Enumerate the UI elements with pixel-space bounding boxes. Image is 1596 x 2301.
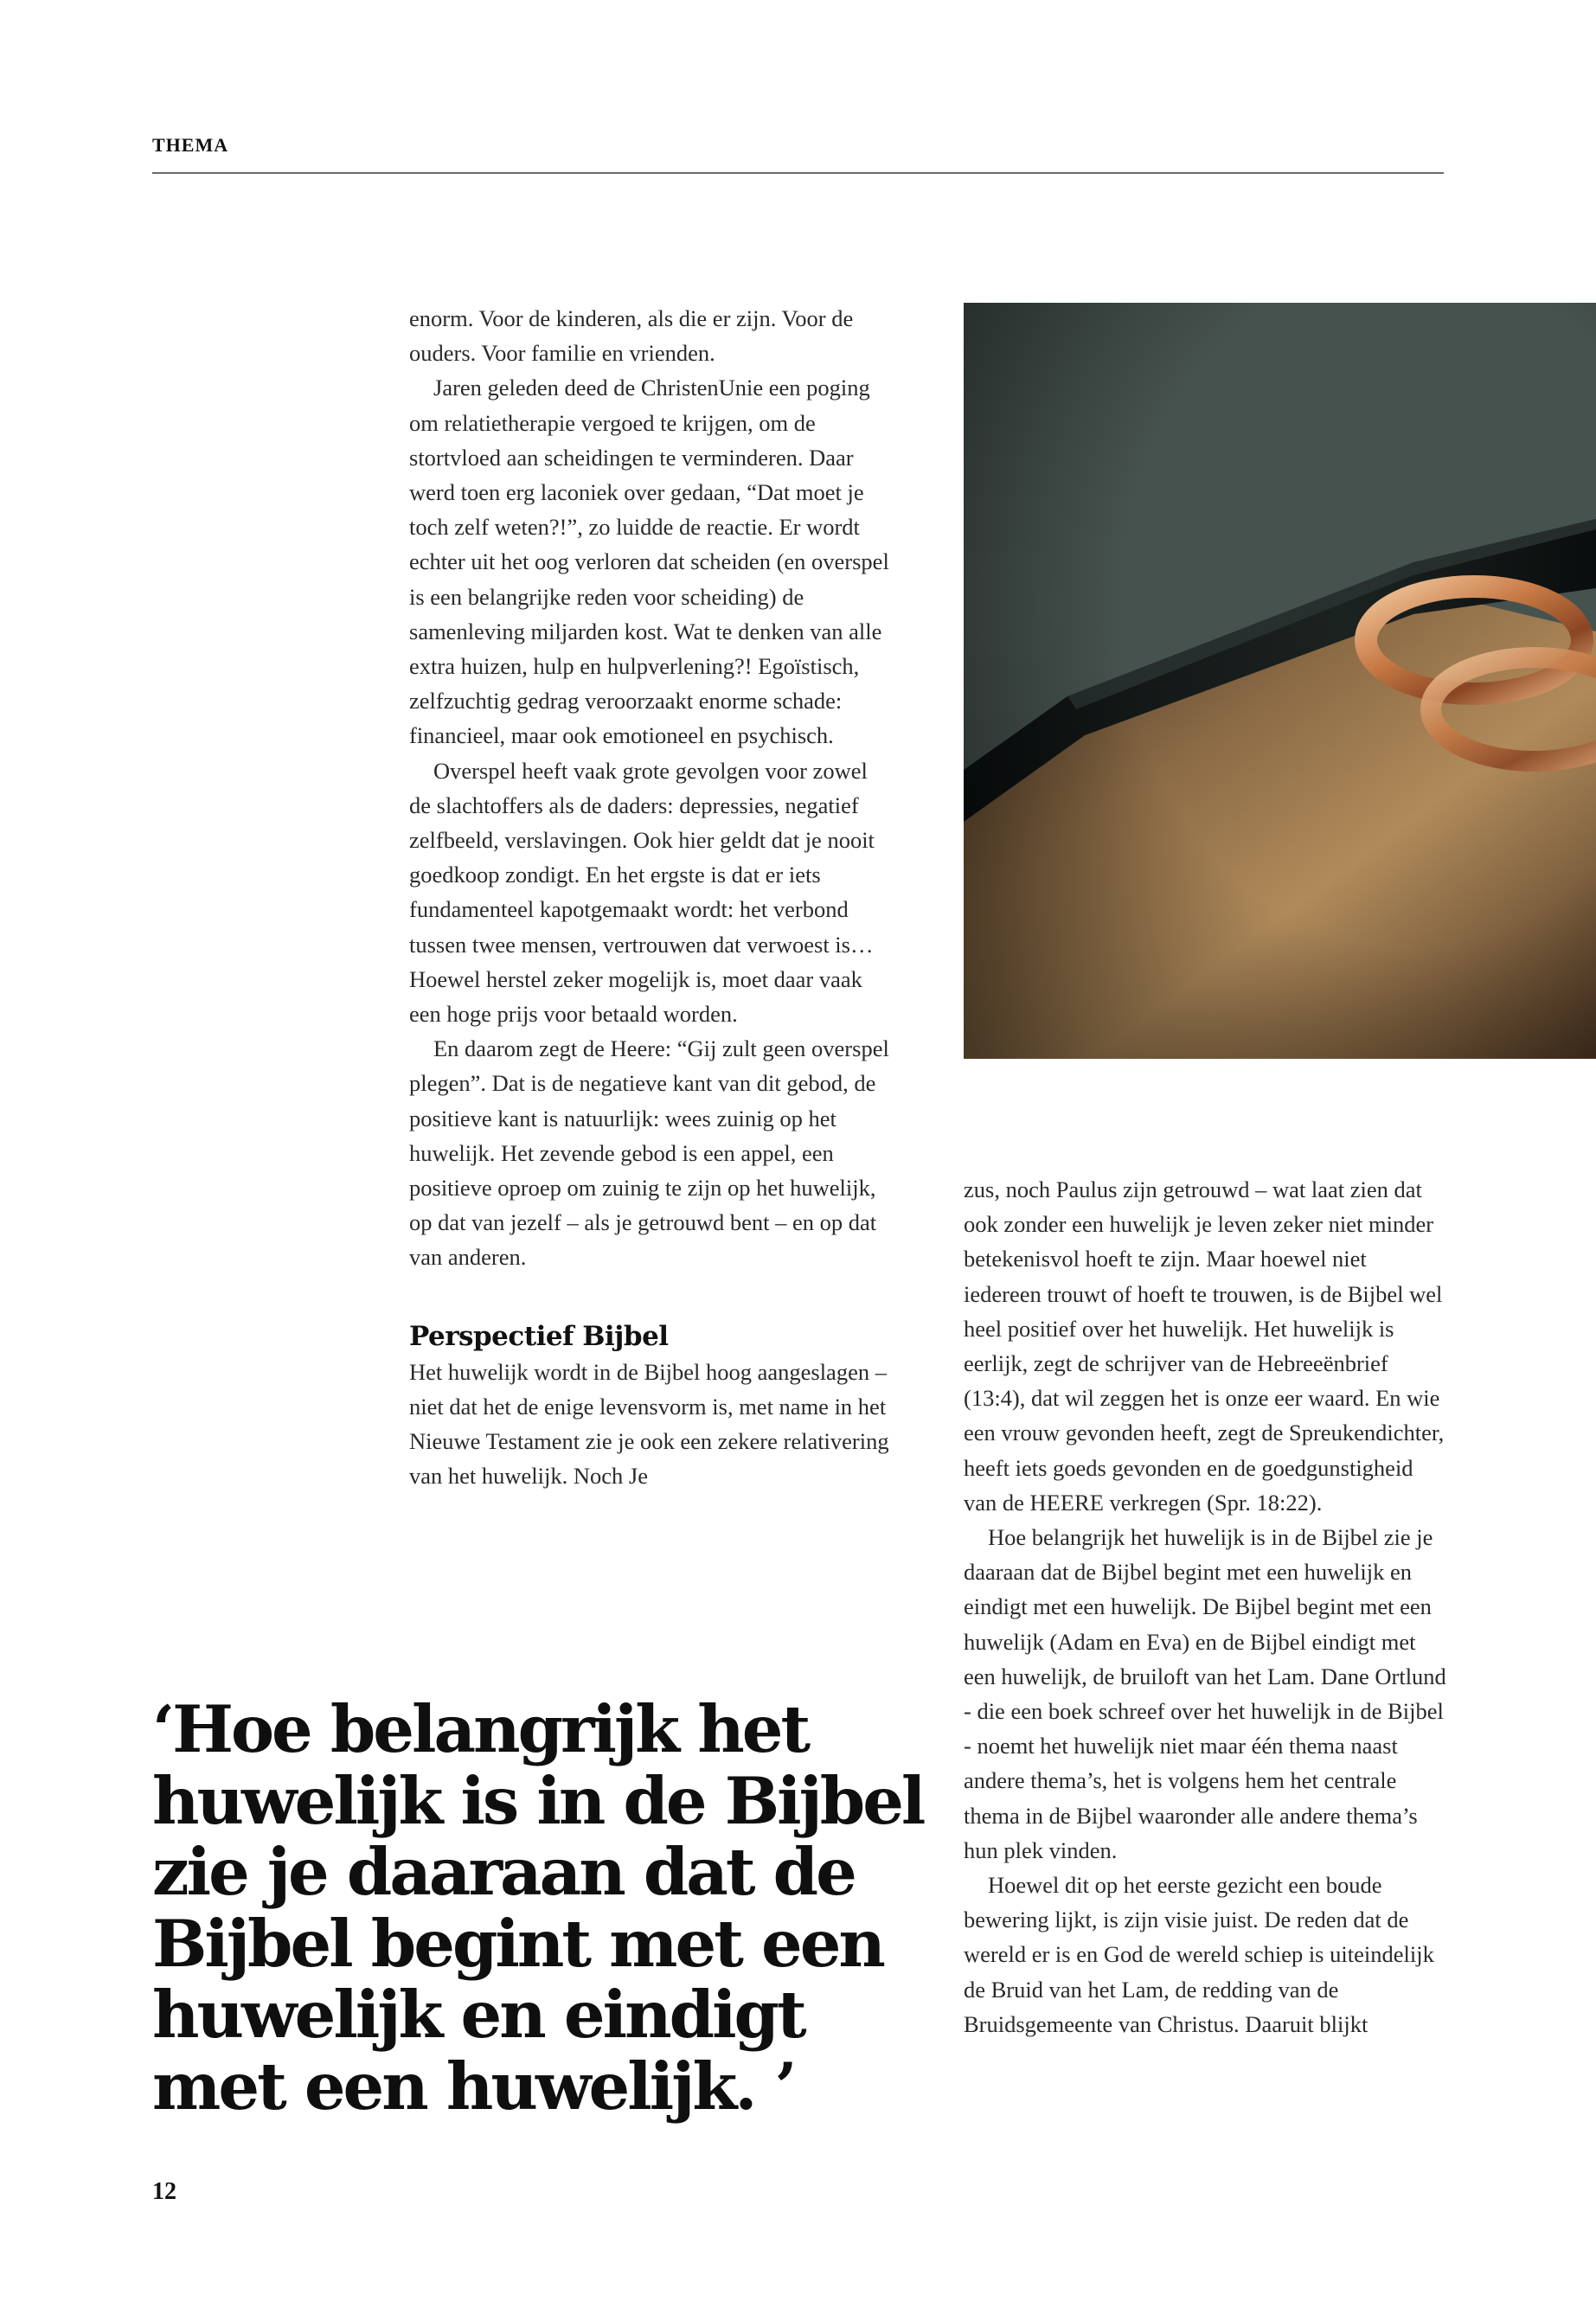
right-text-column bbox=[964, 1172, 1448, 2041]
body-paragraph: enorm. Voor de kinderen, als die er zijn. Voor de ouders. Voor familie en vrienden. bbox=[409, 305, 854, 367]
section-label: THEMA bbox=[152, 134, 229, 156]
body-paragraph: Overspel heeft vaak grote gevolgen voor zowel de slachtoffers als de daders: depressies, negatief zelfbeeld, verslavingen. Ook hier geldt dat je nooit goedkoop zondigt. En het ergste is dat er iets fundamenteel kapotgemaakt wordt: het verbond tussen twee mensen, vertrouwen dat verwoest is… Hoewel herstel zeker mogelijk is, moet daar vaak een hoge prijs voor betaald worden. bbox=[409, 757, 875, 1028]
body-paragraph: Hoe belangrijk het huwelijk is in de Bijbel zie je daaraan dat de Bijbel begint met een huwelijk en eindigt met een huwelijk. De Bijbel begint met een huwelijk (Adam en Eva) en de Bijbel eindigt met een huwelijk, de bruiloft van het Lam. Dane Ortlund - die een boek schreef over het huwelijk in de Bijbel - noemt het huwelijk niet maar één thema naast andere thema’s, het is volgens hem het centrale thema in de Bijbel waaronder alle andere thema’s hun plek vinden. bbox=[964, 1524, 1446, 1863]
body-paragraph: zus, noch Paulus zijn getrouwd – wat laat zien dat ook zonder een huwelijk je leven zeker niet minder betekenisvol hoeft te zijn. Maar hoewel niet iedereen trouwt of hoeft te trouwen, is de Bijbel wel heel positief over het huwelijk. Het huwelijk is eerlijk, zegt de schrijver van de Hebreeënbrief (13:4), dat wil zeggen het is onze eer waard. En wie een vrouw gevonden heeft, zegt de Spreukendichter, heeft iets goeds gevonden en de goedgunstigheid van de HEERE verkregen (Spr. 18:22). bbox=[964, 1176, 1445, 1516]
body-paragraph: En daarom zegt de Heere: “Gij zult geen overspel plegen”. Dat is de negatieve kant van dit gebod, de positieve kant is natuurlijk: wees zuinig op het huwelijk. Het zevende gebod is een appel, een positieve oproep om zuinig te zijn op het huwelijk, op dat van jezelf – als je getrouwd bent – en op dat van anderen. bbox=[409, 1035, 889, 1271]
pull-quote: ‘Hoe belangrijk het huwelijk is in de Bijbel zie je daaraan dat de Bijbel begint met een huwelijk en eindigt met een huwelijk. ’ bbox=[152, 1691, 924, 2125]
body-paragraph: Hoewel dit op het eerste gezicht een boude bewering lijkt, is zijn visie juist. De reden dat de wereld er is en God de wereld schiep is uiteindelijk de Bruid van het Lam, de redding van de Bruidsgemeente van Christus. Daaruit blijkt bbox=[964, 1872, 1434, 2037]
header-divider bbox=[152, 172, 1444, 174]
page-number: 12 bbox=[152, 2178, 176, 2205]
wedding-rings-photo bbox=[964, 303, 1596, 1059]
left-text-column bbox=[409, 301, 894, 1494]
section-subheading: Perspectief Bijbel bbox=[409, 1320, 669, 1352]
body-paragraph: Het huwelijk wordt in de Bijbel hoog aangeslagen – niet dat het de enige levensvorm is, met name in het Nieuwe Testament zie je ook een zekere relativering van het huwelijk. Noch Je bbox=[409, 1358, 889, 1490]
body-paragraph: Jaren geleden deed de ChristenUnie een poging om relatietherapie vergoed te krijgen, om de stortvloed aan scheidingen te verminderen. Daar werd toen erg laconiek over gedaan, “Dat moet je toch zelf weten?!”, zo luidde de reactie. Er wordt echter uit het oog verloren dat scheiden (en overspel is een belangrijke reden voor scheiding) de samenleving miljarden kost. Wat te denken van alle extra huizen, hulp en hulpverlening?! Egoïstisch, zelfzuchtig gedrag veroorzaakt enorme schade: financieel, maar ook emotioneel en psychisch. bbox=[409, 375, 889, 749]
